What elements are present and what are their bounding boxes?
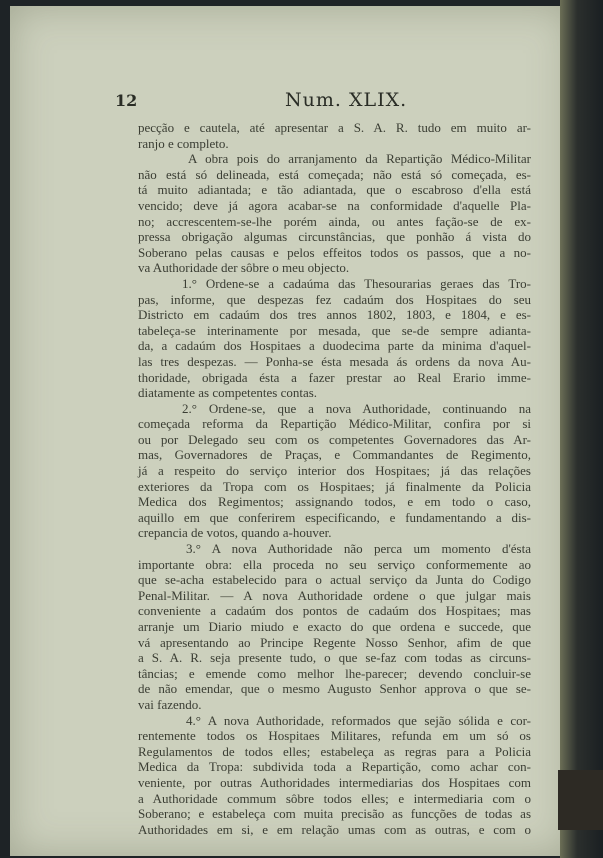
text-line: veniente, por outras Authoridades intermediarias dos Hospitaes com bbox=[138, 774, 531, 790]
text-line: conveniente a cadaúm dos pontos de cadaúm dos Hospitaes; mas bbox=[138, 603, 531, 619]
text-line: Authoridades em si, e em relação umas com as outras, e com o bbox=[138, 821, 531, 837]
text-line: a Authoridade commum sôbre todos elles; e intermediaria com o bbox=[138, 790, 531, 806]
text-line: Soberano; e estabeleça com muita precisão as funcções de todas as bbox=[138, 806, 531, 822]
text-line: exteriores da Tropa com os Hospitaes; já finalmente da Policia bbox=[138, 478, 531, 494]
text-line: que se-acha estabelecido para o actual serviço da Junta do Codigo bbox=[138, 572, 531, 588]
text-line: já a respeito do serviço interior dos Hospitaes; já das relações bbox=[138, 463, 531, 479]
text-line: Penal-Militar. — A nova Authoridade ordene o que julgar mais bbox=[138, 587, 531, 603]
body-text bbox=[138, 120, 531, 837]
text-line: thoridade, obrigada ésta a fazer prestar ao Real Erario imme- bbox=[138, 369, 531, 385]
text-line: pas, informe, que despezas fez cadaúm dos Hospitaes do seu bbox=[138, 291, 531, 307]
text-line: arranje um Diario miudo e exacto do que ordena e succede, que bbox=[138, 619, 531, 634]
book-spine bbox=[560, 0, 603, 858]
paragraph-start: A obra pois do arranjamento da Repartição Médico-Militar bbox=[188, 151, 531, 167]
text-line: Medica da Tropa: subdivida toda a Repartição, como achar con- bbox=[138, 759, 531, 775]
text-line: mas, Governadores de Praças, e Commandantes de Regimento, bbox=[138, 447, 531, 463]
text-line: diatamente as competentes contas. bbox=[138, 385, 318, 401]
text-line: vai fazendo. bbox=[138, 696, 202, 712]
text-line: crepancia de votos, quando a-houver. bbox=[138, 525, 332, 541]
page-number: 12 bbox=[115, 91, 138, 110]
paragraph-start: 3.° A nova Authoridade não perca um momento d'ésta bbox=[186, 541, 531, 557]
binding-edge bbox=[558, 770, 603, 830]
text-line: de não emendar, que o mesmo Augusto Senhor approva o que se- bbox=[138, 681, 531, 697]
page-header bbox=[115, 89, 515, 115]
running-title: Num. XLIX. bbox=[285, 89, 408, 111]
text-line: não está só delineada, está começada; não está só começada, es- bbox=[138, 166, 531, 182]
text-line: aquillo em que conferirem especificando, e fundamentando a dis- bbox=[138, 509, 531, 525]
text-line: las tres despezas. — Ponha-se ésta mesada ás ordens da nova Au- bbox=[138, 353, 531, 369]
text-line: ou por Delegado seu com os competentes Governadores das Ar- bbox=[138, 431, 531, 447]
text-line: Soberano pelas causas e pelos effeitos todos os passos, que a no- bbox=[138, 244, 531, 260]
text-line: ranjo e completo. bbox=[138, 135, 229, 151]
paragraph-start: 4.° A nova Authoridade, reformados que sejão sólida e cor- bbox=[186, 712, 531, 728]
text-line: Regulamentos de todos elles; estabeleça as regras para a Policia bbox=[138, 743, 531, 759]
paragraph-start: 1.° Ordene-se a cadaúma das Thesourarias geraes das Tro- bbox=[182, 275, 531, 291]
text-line: Districto em cadaúm dos tres annos 1802, 1803, e 1804, e es- bbox=[138, 307, 531, 323]
text-line: importante obra: ella proceda no seu serviço conformemente ao bbox=[138, 556, 531, 572]
text-line: no; accrescentem-se-lhe porém ainda, ou antes fação-se de ex- bbox=[138, 213, 531, 229]
paragraph-start: 2.° Ordene-se, que a nova Authoridade, continuando na bbox=[182, 400, 531, 416]
text-line: va Authoridade der sôbre o meu objecto. bbox=[138, 260, 350, 276]
text-line: pressa obrigação algumas circunstâncias, que ponhão á vista do bbox=[138, 229, 531, 245]
text-line: tâncias; e emende como melhor lhe-parecer; devendo concluir-se bbox=[138, 665, 531, 681]
text-line: pecção e cautela, até apresentar a S. A. R. tudo em muito ar- bbox=[138, 120, 531, 135]
text-line: a S. A. R. seja presente tudo, o que se-faz com todas as circuns- bbox=[138, 650, 531, 666]
text-line: vá apresentando ao Principe Regente Nosso Senhor, afim de que bbox=[138, 634, 531, 650]
text-line: tabeleça-se interinamente por mesada, que se-de sempre adianta- bbox=[138, 322, 531, 338]
text-line: Medica dos Regimentos; assignando todos, e em todo o caso, bbox=[138, 494, 531, 510]
text-line: vencido; deve já agora acabar-se na conformidade d'aquelle Pla- bbox=[138, 197, 531, 213]
text-line: começada reforma da Repartição Médico-Militar, confira por si bbox=[138, 416, 531, 432]
text-line: rentemente todos os Hospitaes Militares, refunda em um só os bbox=[138, 728, 531, 744]
text-line: tá muito adiantada; e tão adiantada, que o escabroso d'ella está bbox=[138, 182, 531, 198]
text-line: da, a cadaúm dos Hospitaes a duodecima parte da minima d'aquel- bbox=[138, 338, 531, 354]
